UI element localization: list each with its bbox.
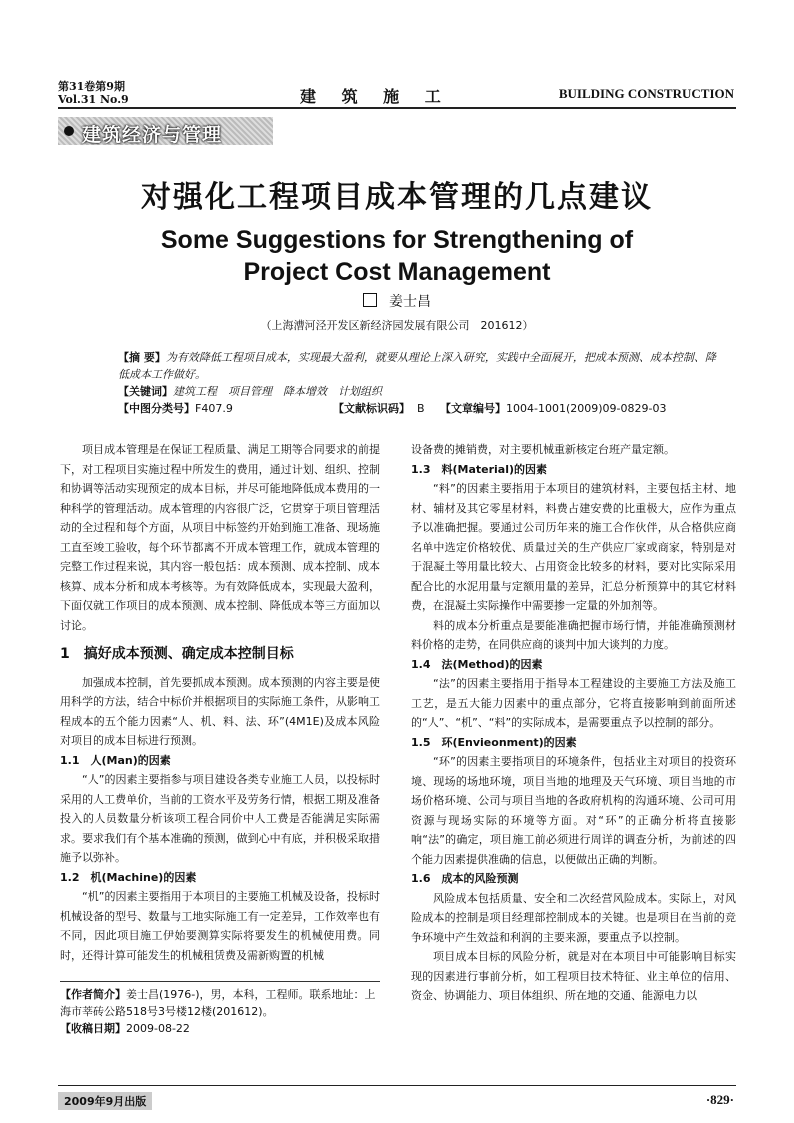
author-box-icon (363, 293, 377, 307)
footer-rule (58, 1085, 736, 1086)
paragraph: “机”的因素主要指用于本项目的主要施工机械及设备，投标时机械设备的型号、数量与工地实际施工有一定差异，工作效率也有不同，因此项目施工伊始要测算实际将要发生的机械使用费。同时，还得计算可能发生的机械租赁费及需新购置的机械 (60, 890, 380, 962)
volume-en: Vol.31 No.9 (58, 93, 129, 106)
title-en (0, 224, 794, 288)
doc-code (333, 400, 425, 416)
publish-date: 2009年9月出版 (58, 1092, 152, 1110)
volume-info (58, 80, 129, 106)
footnote-rule (60, 981, 380, 982)
received-date (60, 1020, 380, 1037)
abstract-label: 【摘 要】 (118, 351, 166, 364)
paragraph: 风险成本包括质量、安全和二次经营风险成本。实际上，对风险成本的控制是项目经理部控制成本的关键。也是项目在当前的竞争环境中产生效益和利润的主要来源，要重点予以控制。 (411, 891, 736, 944)
abstract-text: 为有效降低工程项目成本，实现最大盈利，就要从理论上深入研究，实践中全面展开，把成本预测、成本控制、降低成本工作做好。 (118, 351, 716, 381)
clc-number (118, 400, 233, 416)
keywords (118, 383, 382, 399)
section-tag-label: 建筑经济与管理 (82, 124, 223, 146)
paragraph: “料”的因素主要指用于本项目的建筑材料，主要包括主材、地材、辅材及其它零星材料，料费占建安费的比重极大，应作为重点予以准确把握。要通过公司历年来的施工合作伙伴，从合格供应商名单中选定价格较优、质量过关的生产供应厂家或商家，特别是对于混凝土等用量比较大、占用资金比较多的材料，要对比实际采用配合比的水泥用量与定额用量的差异，汇总分析预算中的其它材料费，在混凝土实际操作中需要掺一定量的外加剂等。 (411, 482, 736, 612)
clc-value: F407.9 (195, 402, 233, 415)
section-1-heading: 1 搞好成本预测、确定成本控制目标 (60, 646, 294, 662)
paragraph: 项目成本目标的风险分析，就是对在本项目中可能影响目标实现的因素进行事前分析，如工程项目技术特征、业主单位的信用、资金、协调能力、项目体组织、所在地的交通、能源电力以 (411, 950, 736, 1002)
received-label: 【收稿日期】 (60, 1022, 126, 1035)
intro-paragraph: 项目成本管理是在保证工程质量、满足工期等合同要求的前提下，对工程项目实施过程中所发生的费用，通过计划、组织、控制和协调等活动实现预定的成本目标，并尽可能地降低成本费用的一种科学的管理活动。成本管理的内容很广泛，它贯穿于项目管理活动的全过程和每个方面，从项目中标签约开始到施工准备、现场施工直至竣工验收，每个环节都离不开成本管理工作，就成本管理的完整工作过程来说，其内容一般包括：成本预测、成本控制、成本核算、成本分析和成本考核等。为有效降低成本，实现最大盈利，下面仅就工作项目的成本预测、成本控制、降低成本等三方面加以讨论。 (60, 443, 380, 632)
section-1-5-heading: 1.5 环(Envieonment)的因素 (411, 735, 577, 749)
bullet-icon (64, 126, 74, 136)
author-line (0, 291, 794, 311)
journal-name-en: BUILDING CONSTRUCTION (558, 86, 734, 101)
keywords-label: 【关键词】 (118, 385, 173, 398)
section-1-2-heading: 1.2 机(Machine)的因素 (60, 870, 197, 884)
footnote (60, 986, 380, 1037)
header-rule (58, 107, 736, 109)
paragraph: “法”的因素主要指用于指导本工程建设的主要施工方法及施工工艺，是五大能力因素中的重点部分，它将直接影响到前面所述的“人”、“机”、“料”的实际成本，是需要重点予以控制的部分。 (411, 677, 736, 729)
abstract (118, 349, 718, 383)
doc-code-label: 【文献标识码】 (333, 402, 410, 415)
author-bio (60, 986, 380, 1020)
section-1-4-heading: 1.4 法(Method)的因素 (411, 657, 543, 671)
section-tag (58, 117, 273, 145)
title-en-line2: Project Cost Management (243, 258, 551, 286)
article-no-value: 1004-1001(2009)09-0829-03 (506, 402, 667, 415)
section-1-1-heading: 1.1 人(Man)的因素 (60, 753, 171, 767)
title-en-line1: Some Suggestions for Strengthening of (160, 226, 634, 254)
author-name: 姜士昌 (389, 294, 431, 310)
paragraph: “人”的因素主要指参与项目建设各类专业施工人员，以投标时采用的人工费单价，当前的工资水平及劳务行情，根据工期及准备投入的人员数量分析该项工程合同价中人工费是否能满足实际需求。要求我们有个基本准确的预测，做到心中有底，并积极采取措施予以弥补。 (60, 773, 380, 864)
clc-label: 【中图分类号】 (118, 402, 195, 415)
received-value: 2009-08-22 (126, 1022, 190, 1035)
affiliation: （上海漕河泾开发区新经济园发展有限公司 201612） (260, 319, 534, 332)
title-cn: 对强化工程项目成本管理的几点建议 (141, 180, 653, 215)
article-number (440, 400, 666, 416)
journal-name-cn: 建 筑 施 工 (300, 87, 451, 106)
paragraph: 设备费的摊销费，对主要机械重新核定台班产量定额。 (411, 443, 675, 456)
section-1-6-heading: 1.6 成本的风险预测 (411, 872, 519, 885)
section-1-3-heading: 1.3 料(Material)的因素 (411, 462, 548, 476)
paragraph: “环”的因素主要指项目的环境条件，包括业主对项目的投资环境、现场的场地环境，项目当地的地理及天气环境、项目当地的市场价格环境、公司与项目当地的各政府机构的沟通环境、公司可用资源与现场实际的环境等方面。对“环”的正确分析将直接影响“法”的确定，项目施工前必须进行周详的调查分析，为前述的四个能力因素提供准确的信息，以便做出正确的判断。 (411, 755, 736, 866)
left-column (60, 440, 380, 965)
right-column (411, 440, 736, 1006)
doc-code-value: B (417, 402, 425, 415)
keywords-text: 建筑工程 项目管理 降本增效 计划组织 (173, 385, 382, 398)
article-no-label: 【文章编号】 (440, 402, 506, 415)
volume-cn: 第31卷第9期 (58, 80, 125, 93)
paragraph: 料的成本分析重点是要能准确把握市场行情，并能准确预测材料价格的走势，在同供应商的谈判中加大谈判的力度。 (411, 618, 736, 651)
page-number: ·829· (705, 1092, 734, 1107)
paragraph: 加强成本控制，首先要抓成本预测。成本预测的内容主要是使用科学的方法，结合中标价并根据项目的实际施工条件，从影响工程成本的五个能力因素“人、机、料、法、环”(4M1E)及成本风险对项目的成本目标进行预测。 (60, 675, 380, 747)
author-bio-text: 姜士昌(1976-)，男，本科，工程师。联系地址：上海市莘砖公路518号3号楼12楼(201612)。 (60, 988, 376, 1018)
author-bio-label: 【作者简介】 (60, 988, 126, 1001)
